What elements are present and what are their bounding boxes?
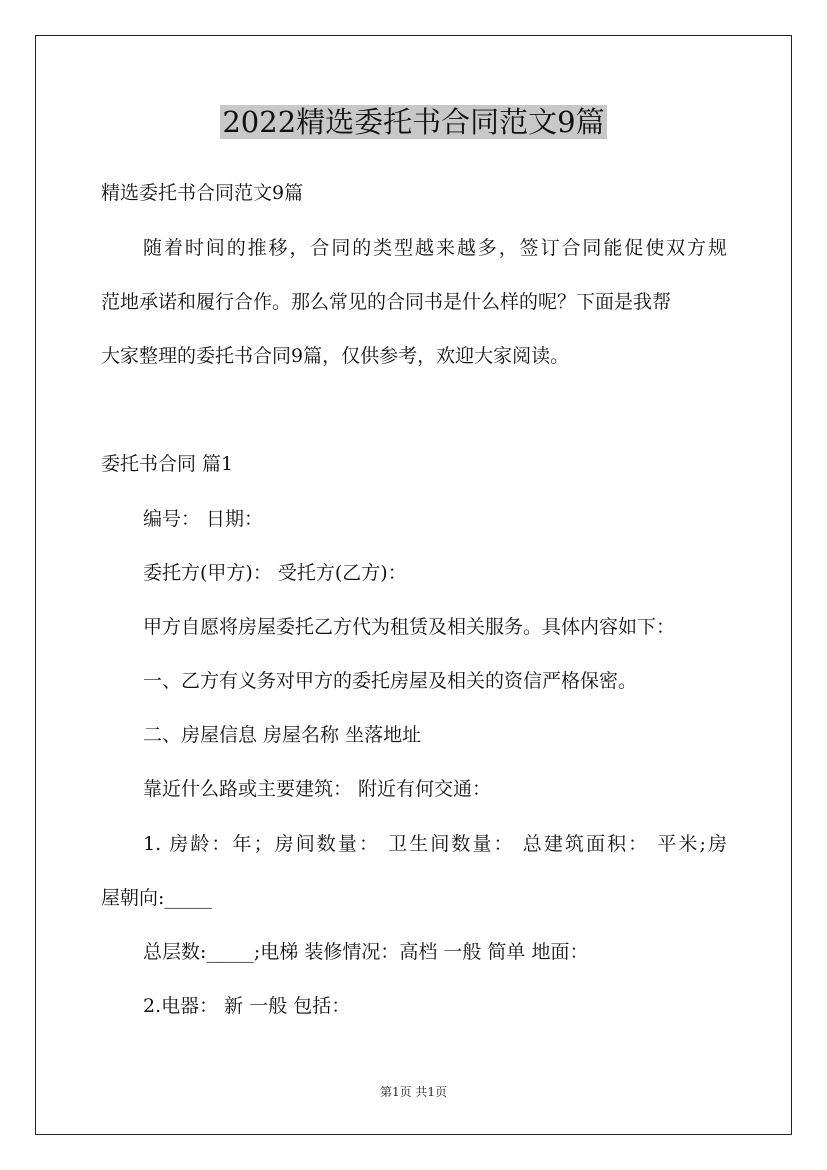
clause-one-line: 一、乙方有义务对甲方的委托房屋及相关的资信严格保密。 xyxy=(143,670,638,692)
document-title xyxy=(0,102,827,142)
parties-line: 委托方(甲方)： 受托方(乙方)： xyxy=(143,562,407,584)
contract-body-line: 甲方自愿将房屋委托乙方代为租赁及相关服务。具体内容如下： xyxy=(143,616,676,638)
number-date-line: 编号： 日期： xyxy=(143,508,264,530)
location-line: 靠近什么路或主要建筑： 附近有何交通： xyxy=(143,778,492,800)
house-age-line: 1. 房龄：年；房间数量： 卫生间数量： 总建筑面积： 平米;房 xyxy=(143,833,727,855)
house-orientation-line: 屋朝向:_____ xyxy=(101,887,212,909)
intro-line-1: 随着时间的推移，合同的类型越来越多，签订合同能促使双方规 xyxy=(143,237,727,259)
intro-line-2: 范地承诺和履行合作。那么常见的合同书是什么样的呢？下面是我帮 xyxy=(101,291,672,313)
document-title-text: 2022精选委托书合同范文9篇 xyxy=(222,105,605,139)
page-footer: 第1页 共1页 xyxy=(379,1085,448,1099)
subtitle-line: 精选委托书合同范文9篇 xyxy=(101,182,304,204)
clause-two-line: 二、房屋信息 房屋名称 坐落地址 xyxy=(143,724,422,746)
floors-line: 总层数:_____;电梯 装修情况：高档 一般 简单 地面： xyxy=(143,941,589,963)
intro-line-3: 大家整理的委托书合同9篇，仅供参考，欢迎大家阅读。 xyxy=(101,345,570,367)
appliances-line: 2.电器： 新 一般 包括： xyxy=(143,995,351,1017)
section-heading: 委托书合同 篇1 xyxy=(101,453,234,475)
